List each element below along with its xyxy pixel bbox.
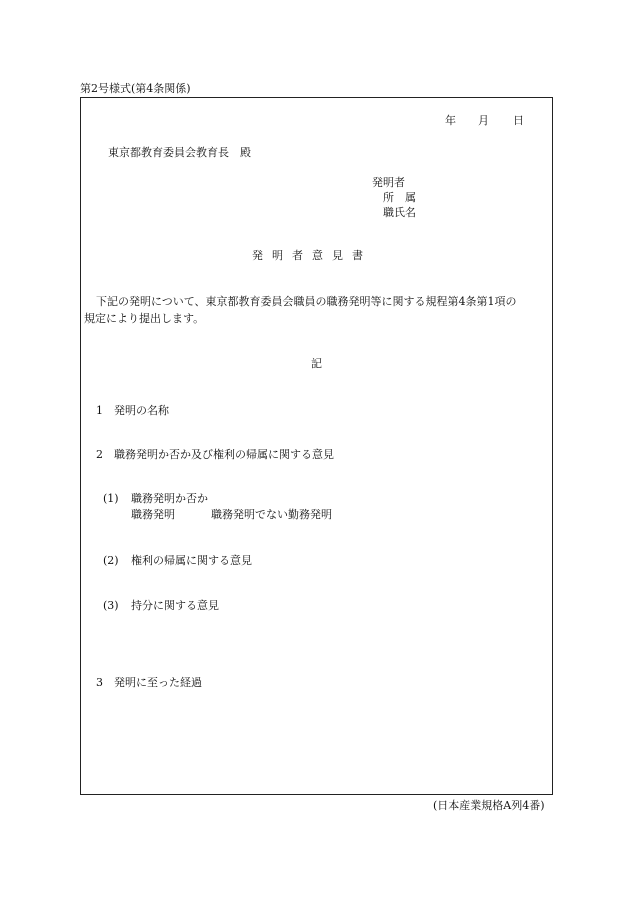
item1-label: 発明の名称 (114, 404, 169, 417)
form-frame (80, 97, 553, 795)
form-label: 第2号様式(第4条関係) (80, 82, 191, 95)
intro-line-1: 下記の発明について、東京都教育委員会職員の職務発明等に関する規程第4条第1項の (96, 295, 517, 308)
sub1-number: (1) (103, 492, 119, 505)
date-day: 日 (513, 114, 524, 127)
item2-label: 職務発明か否か及び権利の帰属に関する意見 (114, 448, 334, 461)
date-year: 年 (445, 114, 456, 127)
footer-note: (日本産業規格A列4番) (433, 799, 545, 812)
sub1-option-a: 職務発明 (131, 508, 175, 521)
date-month: 月 (478, 114, 489, 127)
inventor-job-name: 職氏名 (383, 206, 416, 219)
sub2-label: 権利の帰属に関する意見 (131, 554, 252, 567)
inventor-heading: 発明者 (372, 176, 405, 189)
item1-number: 1 (96, 404, 103, 417)
sub3-label: 持分に関する意見 (131, 599, 219, 612)
item3-number: 3 (96, 676, 103, 689)
item3-label: 発明に至った経過 (114, 676, 202, 689)
sub1-option-b: 職務発明でない勤務発明 (211, 508, 332, 521)
sub2-number: (2) (103, 554, 119, 567)
addressee: 東京都教育委員会教育長 殿 (108, 146, 251, 159)
sub1-label: 職務発明か否か (131, 492, 208, 505)
sub3-number: (3) (103, 599, 119, 612)
intro-line-2: 規定により提出します。 (84, 312, 205, 325)
inventor-affiliation: 所 属 (383, 191, 416, 204)
item2-number: 2 (96, 448, 103, 461)
document-title: 発明者意見書 (252, 249, 372, 262)
ki-heading: 記 (311, 357, 322, 370)
